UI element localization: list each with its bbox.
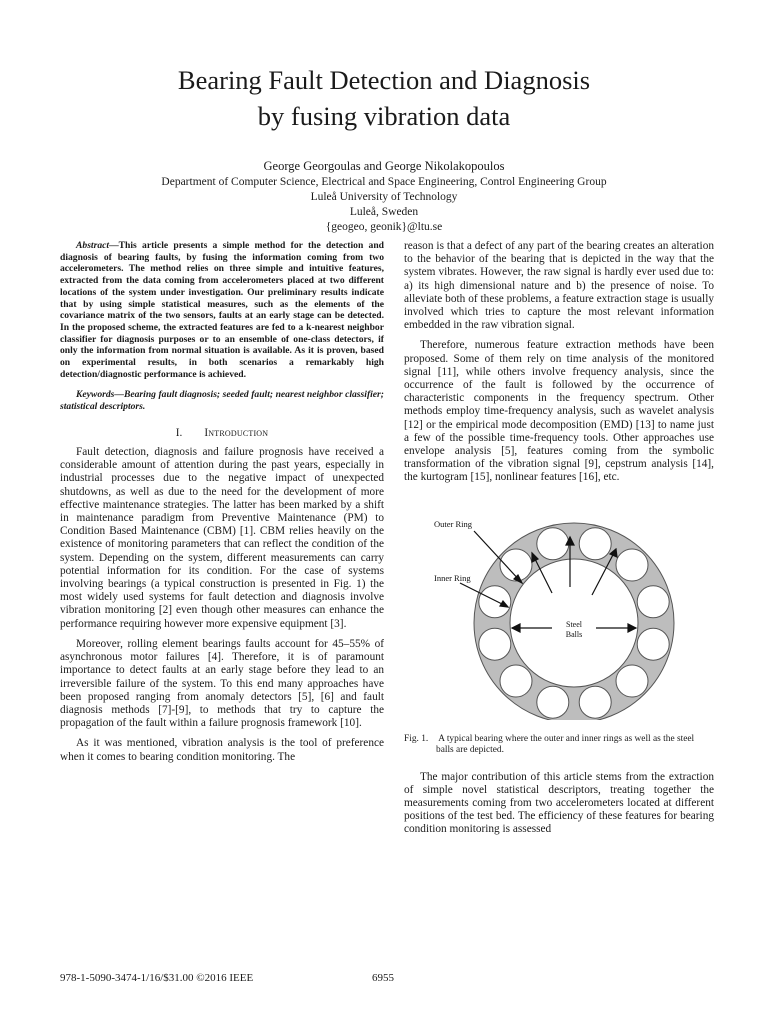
footer-page-number: 6955	[372, 972, 394, 984]
affiliation	[60, 175, 708, 235]
footer-isbn: 978-1-5090-3474-1/16/$31.00 ©2016 IEEE	[60, 972, 254, 984]
caption-text: A typical bearing where the outer and inner rings as well as the steel	[438, 733, 695, 744]
paragraph: Therefore, numerous feature extraction methods have been proposed. Some of them rely on time analysis of the monitored signal [11], while others involve frequency analysis, since the occurrence of the fault is followed by the occurrence of characteristic components in the frequency spectrum. Other methods employ time-frequency analysis, such as wavelet analysis [12] or the empirical mode decomposition (EMD) [13] to name just a few of the possible time-frequency tools. Other approaches use envelope analysis [5], features coming from the symbolic transformation of the vibration signal [9], cepstrum analysis [14], the kurtogram [15], nonlinear features [16], etc.	[404, 339, 714, 484]
steel-ball	[479, 628, 511, 660]
affiliation-email: {geogeo, geonik}@ltu.se	[325, 221, 443, 233]
paragraph: The major contribution of this article stems from the extraction of simple novel statistical descriptors, treating together the measurements coming from two accelerometers located at different positions of the test bed. The efficiency of these features for bearing condition monitoring is assessed	[404, 770, 714, 836]
title-line-2: by fusing vibration data	[257, 101, 511, 131]
caption-continuation: balls are depicted.	[436, 745, 504, 756]
steel-ball	[616, 549, 648, 581]
left-column	[60, 240, 384, 771]
outer-ring-label: Outer Ring	[434, 518, 473, 529]
paragraph: reason is that a defect of any part of the bearing creates an alteration to the behavior of the bearing that is depicted in the way that the system vibrates. However, the raw signal is hardly ever used due to: a) its high dimensional nature and b) the presence of noise. To alleviate both of these problems, a feature extraction stage is usually involved which tries to capture the most relevant information embedded in the raw vibration signal.	[404, 240, 714, 332]
abstract-text: —This article presents a simple method for the detection and diagnosis of bearing faults, by fusing the information coming from two accelerometers. The method relies on three simple and intuitive features, extracted from the data coming from accelerometers placed at two different locations of the system under investigation. Our preliminary results indicate that by using simple statistical measures, such as the elements of the covariance matrix of the two sensors, faults at an early stage can be detected. In the proposed scheme, the extracted features are fed to a k-nearest neighbor classifier for diagnosis purposes or to an ensemble of one-class detectors, if only the information from normal situation is available. As it is proven, based on experimental results, in both scenarios a remarkably high detection/diagnostic performance is achieved.	[60, 240, 384, 380]
right-column	[404, 240, 714, 844]
caption-label: Fig. 1.	[404, 733, 429, 744]
steel-ball	[537, 527, 569, 559]
affiliation-city: Luleå, Sweden	[349, 206, 419, 218]
steel-ball	[637, 585, 669, 617]
authors: George Georgoulas and George Nikolakopoulos	[263, 159, 505, 173]
steel-ball	[479, 585, 511, 617]
inner-ring-label: Inner Ring	[434, 572, 471, 583]
section-title: Introduction	[204, 426, 269, 439]
paragraph: Moreover, rolling element bearings faults account for 45–55% of asynchronous motor failures [4]. Therefore, it is of paramount importance to detect faults at an early stage before they lead to an irreversible failure of the system. To this end many approaches have been proposed ranging from anomaly detectors [5], [6] and fault diagnosis methods [7]-[9], to methods that try to capture the propagation of the fault within a failure prognosis framework [10].	[60, 637, 384, 730]
steel-ball	[579, 527, 611, 559]
steel-ball	[637, 628, 669, 660]
section-number: I.	[175, 426, 183, 439]
balls-label: Balls	[565, 629, 583, 639]
steel-ball	[579, 686, 611, 718]
steel-ball	[616, 665, 648, 697]
section-heading-introduction	[60, 427, 384, 440]
affiliation-department: Department of Computer Science, Electrical and Space Engineering, Control Engineering Group	[161, 176, 607, 188]
steel-ball	[500, 665, 532, 697]
bearing-figure	[404, 505, 714, 720]
paragraph: Fault detection, diagnosis and failure prognosis have received a considerable amount of attention during the past years, especially in industrial processes due to the negative impact of unexpected shutdowns, as well as due to the need for the development of more effective maintenance strategies. The latter has been marked by a shift in maintenance paradigm from Preventive Maintenance (PM) to Condition Based Maintenance (CBM) [1]. CBM relies heavily on the existence of monitoring parameters that can reflect the condition of the system. Depending on the system, different measurements can carry potential information for its condition. For the case of systems involving bearings (a typical construction is presented in Fig. 1) the most widely used systems for fault detection and diagnosis involve vibration monitoring [2] even though other measures can enhance the performance requiring however more expensive equipment [3].	[60, 446, 384, 630]
steel-label: Steel	[566, 619, 582, 629]
figure-caption	[404, 734, 714, 757]
abstract	[60, 240, 384, 380]
title-line-1: Bearing Fault Detection and Diagnosis	[177, 65, 591, 95]
affiliation-university: Luleå University of Technology	[310, 191, 458, 203]
steel-ball	[537, 686, 569, 718]
bearing-diagram	[404, 505, 714, 720]
paper-title	[60, 62, 708, 134]
keywords: Keywords—Bearing fault diagnosis; seeded fault; nearest neighbor classifier; statistical descriptors.	[60, 389, 384, 413]
paragraph: As it was mentioned, vibration analysis is the tool of preference when it comes to bearing condition monitoring. The	[60, 737, 384, 763]
abstract-label: Abstract	[76, 240, 110, 251]
